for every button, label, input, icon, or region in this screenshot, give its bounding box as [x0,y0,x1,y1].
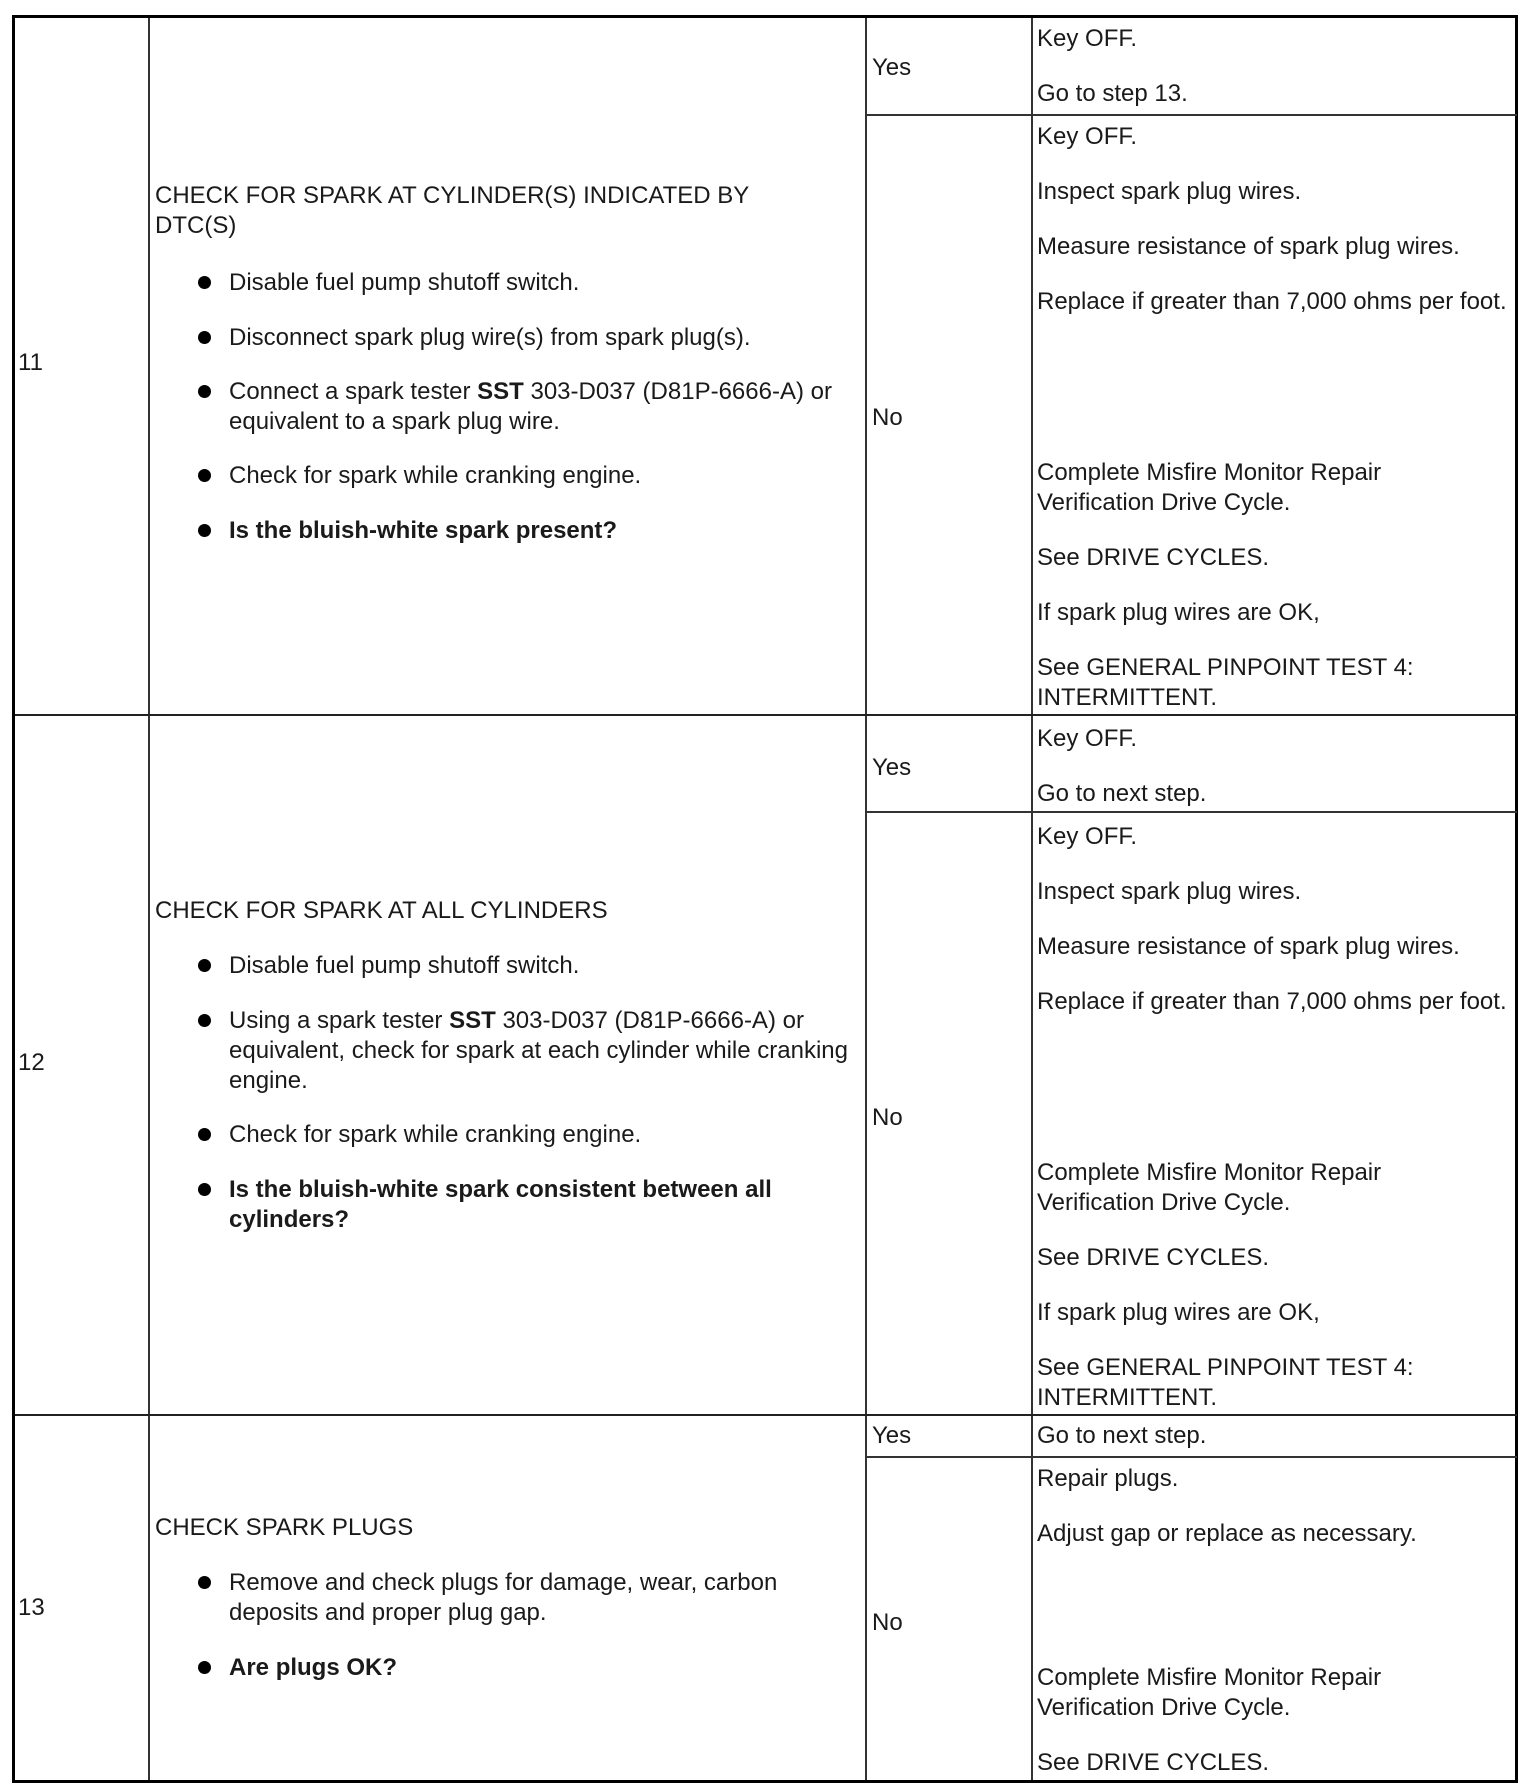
result-action: See DRIVE CYCLES. [1037,544,1270,571]
bullet-icon [198,331,211,344]
result-action: Complete Misfire Monitor Repair Verification Drive Cycle. [1037,459,1382,516]
col-divider-step [148,18,150,1780]
step-title: CHECK FOR SPARK AT CYLINDER(S) INDICATED BY DTC(S) [155,182,749,239]
bullet-icon [198,469,211,482]
divider-12-yes-no [865,811,1517,813]
bullet-icon [198,1014,211,1027]
yes-label: Yes [872,54,912,81]
step-title: CHECK FOR SPARK AT ALL CYLINDERS [155,897,608,924]
result-action: Complete Misfire Monitor Repair Verification Drive Cycle. [1037,1159,1382,1216]
result-action: See DRIVE CYCLES. [1037,1749,1270,1776]
result-action: Inspect spark plug wires. [1037,178,1302,205]
yes-label: Yes [872,754,912,781]
step-number: 12 [18,1049,45,1076]
sst-label: SST [477,378,524,405]
step-instruction: Disable fuel pump shutoff switch. [229,952,580,979]
step-instruction: Check for spark while cranking engine. [229,462,642,489]
result-action: If spark plug wires are OK, [1037,1299,1320,1326]
result-action: Measure resistance of spark plug wires. [1037,233,1460,260]
step-question: Are plugs OK? [229,1654,398,1681]
step-instruction [229,1006,849,1096]
step-number: 13 [18,1594,45,1621]
instruction-text: Connect a spark tester [229,378,478,405]
result-action: See GENERAL PINPOINT TEST 4: INTERMITTENT. [1037,654,1414,711]
no-label: No [872,1609,903,1636]
step-instruction [229,377,849,437]
no-label: No [872,404,903,431]
step-title: CHECK SPARK PLUGS [155,1514,414,1541]
diagnostic-table [12,15,1518,1783]
step-instruction: Remove and check plugs for damage, wear, carbon deposits and proper plug gap. [229,1569,778,1626]
bullet-icon [198,385,211,398]
result-action: Go to next step. [1037,780,1207,807]
step-instruction: Disconnect spark plug wire(s) from spark plug(s). [229,324,751,351]
result-action: Measure resistance of spark plug wires. [1037,933,1460,960]
result-action: Key OFF. [1037,123,1138,150]
result-action: See GENERAL PINPOINT TEST 4: INTERMITTENT. [1037,1354,1414,1411]
no-label: No [872,1104,903,1131]
instruction-text: 303-D037 (D81P-6666-A) or equivalent to a spark plug wire. [229,378,832,435]
step-question: Is the bluish-white spark consistent between all cylinders? [229,1176,772,1233]
step-question: Is the bluish-white spark present? [229,517,618,544]
step-instruction: Check for spark while cranking engine. [229,1121,642,1148]
col-divider-result [1031,18,1033,1780]
bullet-icon [198,1128,211,1141]
bullet-icon [198,524,211,537]
step-number: 11 [18,349,43,376]
bullet-icon [198,276,211,289]
result-action: Adjust gap or replace as necessary. [1037,1520,1417,1547]
result-action: Replace if greater than 7,000 ohms per foot. [1037,988,1507,1015]
result-action: Repair plugs. [1037,1465,1179,1492]
result-action: Key OFF. [1037,25,1138,52]
result-action: Complete Misfire Monitor Repair Verification Drive Cycle. [1037,1664,1382,1721]
instruction-text: 303-D037 (D81P-6666-A) or equivalent, check for spark at each cylinder while cranking engine. [229,1007,848,1094]
result-action: Key OFF. [1037,725,1138,752]
bullet-icon [198,1183,211,1196]
sst-label: SST [449,1007,496,1034]
bullet-icon [198,959,211,972]
result-action: Replace if greater than 7,000 ohms per foot. [1037,288,1507,315]
divider-13-yes-no [865,1456,1517,1458]
step-instruction: Disable fuel pump shutoff switch. [229,269,580,296]
result-action: Go to next step. [1037,1422,1207,1449]
divider-row-12-13 [15,1414,1517,1416]
result-action: See DRIVE CYCLES. [1037,1244,1270,1271]
col-divider-action [865,18,867,1780]
divider-11-yes-no [865,114,1517,116]
result-action: Inspect spark plug wires. [1037,878,1302,905]
result-action: Go to step 13. [1037,80,1188,107]
result-action: If spark plug wires are OK, [1037,599,1320,626]
bullet-icon [198,1661,211,1674]
bullet-icon [198,1576,211,1589]
yes-label: Yes [872,1422,912,1449]
result-action: Key OFF. [1037,823,1138,850]
divider-row-11-12 [15,714,1517,716]
instruction-text: Using a spark tester [229,1007,450,1034]
